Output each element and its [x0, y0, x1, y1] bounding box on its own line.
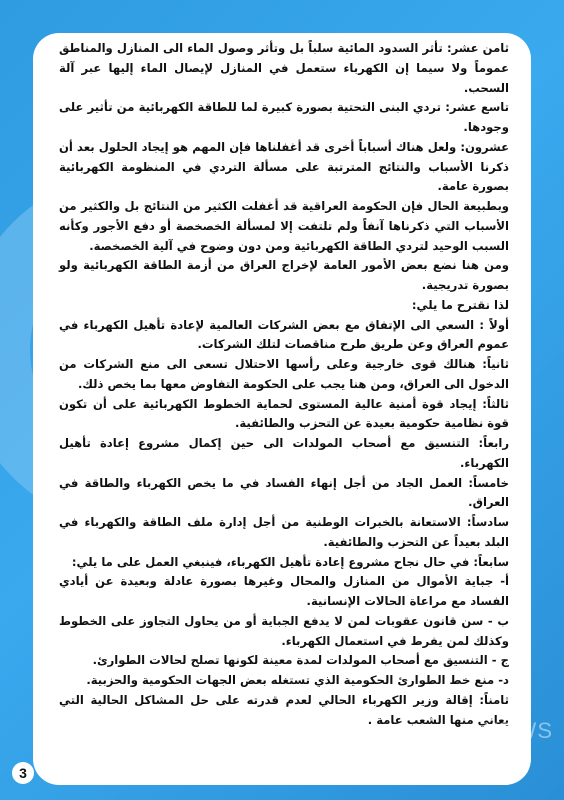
paragraph: سابعاً: في حال نجاح مشروع إعادة تأهيل الكهرباء، فينبغي العمل على ما يلي:	[71, 554, 509, 569]
paragraph: أولاً : السعي الى الإتفاق مع بعض الشركات العالمية لإعادة تأهيل الكهرباء في عموم العراق وعن طريق طرح مناقصات لتلك الشركات.	[59, 317, 509, 352]
paragraph: ب - سن قانون عقوبات لمن لا يدفع الجباية أو من يحاول التجاوز على الخطوط وكذلك لمن يفرط في استعمال الكهرباء.	[59, 613, 509, 648]
comment-icon[interactable]	[476, 763, 500, 787]
paragraph: خامساً: العمل الجاد من أجل إنهاء الفساد في ما يخص الكهرباء والطاقة في العراق.	[59, 475, 509, 510]
post-action-bar	[368, 763, 500, 787]
paragraph: وبطبيعة الحال فإن الحكومة العراقية قد أغفلت الكثير من النتائج بل والكثير من الأسباب التي ذكرناها آنفاً ولم تلتفت إلا لمسألة الخصخصة أو دفع الأجور وكأنه السبب الوحيد لتردي الطاقة الكهربائية ومن دون وضوح في آلية الخصخصة.	[59, 199, 509, 253]
paragraph: ثامناً: إقالة وزير الكهرباء الحالي لعدم قدرته على حل المشاكل الحالية التي يعاني منها الشعب عامة .	[59, 692, 509, 727]
repost-icon[interactable]	[440, 763, 464, 787]
paragraph: أ- جباية الأموال من المنازل والمحال وغيرها بصورة عادلة وبعيدة عن أيادي الفساد مع مراعاة الحالات الإنسانية.	[59, 574, 509, 608]
paragraph: ج - التنسيق مع أصحاب المولدات لمدة معينة لكونها تصلح لحالات الطوارئ.	[92, 653, 509, 668]
paragraph: ثانياً: هنالك قوى خارجية وعلى رأسها الاحتلال تسعى الى منع الشركات من الدخول الى العراق، ومن هنا يجب على الحكومة التفاوض معها بما يخص ذلك.	[59, 357, 509, 391]
paragraph: سادساً: الاستعانة بالخبرات الوطنية من أجل إدارة ملف الطاقة والكهرباء في البلد بعيداً عن التحزب والطائفية.	[59, 515, 509, 549]
paragraph: تاسع عشر: تردي البنى التحتية بصورة كبيرة لما للطاقة الكهربائية من تأثير على وجودها.	[59, 100, 509, 134]
paragraph: د- منع خط الطوارئ الحكومية الذي تستغله بعض الجهات الحكومية والحزبية.	[86, 673, 509, 687]
paragraph: ثالثاً: إيجاد قوة أمنية عالية المستوى لحماية الخطوط الكهربائية على أن تكون قوة نظامية حكومية بعيدة عن التحزب والطائفية.	[59, 396, 509, 431]
article-body	[59, 39, 509, 730]
watermark-text: NEWS	[483, 718, 553, 743]
paragraph: رابعاً: التنسيق مع أصحاب المولدات الى حين إكمال مشروع إعادة تأهيل الكهرباء.	[59, 436, 509, 470]
paragraph: لذا نقترح ما يلي:	[411, 297, 509, 312]
heart-icon[interactable]	[404, 763, 428, 787]
share-icon[interactable]	[368, 763, 392, 787]
paragraph: ثامن عشر: تأثر السدود المائية سلباً بل وتأثر وصول الماء الى المنازل والمناطق عموماً ولا سيما إن الكهرباء ستعمل في المنازل لإيصال الماء إليها عبر آلة السحب.	[59, 41, 509, 95]
page-number: 3	[12, 762, 34, 784]
paragraph: عشرون: ولعل هناك أسباباً أخرى قد أغفلناها فإن المهم هو إيجاد الحلول بعد أن ذكرنا الأسباب والنتائج المترتبة على مسألة التردي في المنظومة الكهربائية بصورة عامة.	[59, 139, 509, 194]
document-page	[33, 33, 531, 785]
paragraph: ومن هنا نضع بعض الأمور العامة لإخراج العراق من أزمة الطاقة الكهربائية ولو بصورة تدريجية.	[59, 258, 509, 292]
